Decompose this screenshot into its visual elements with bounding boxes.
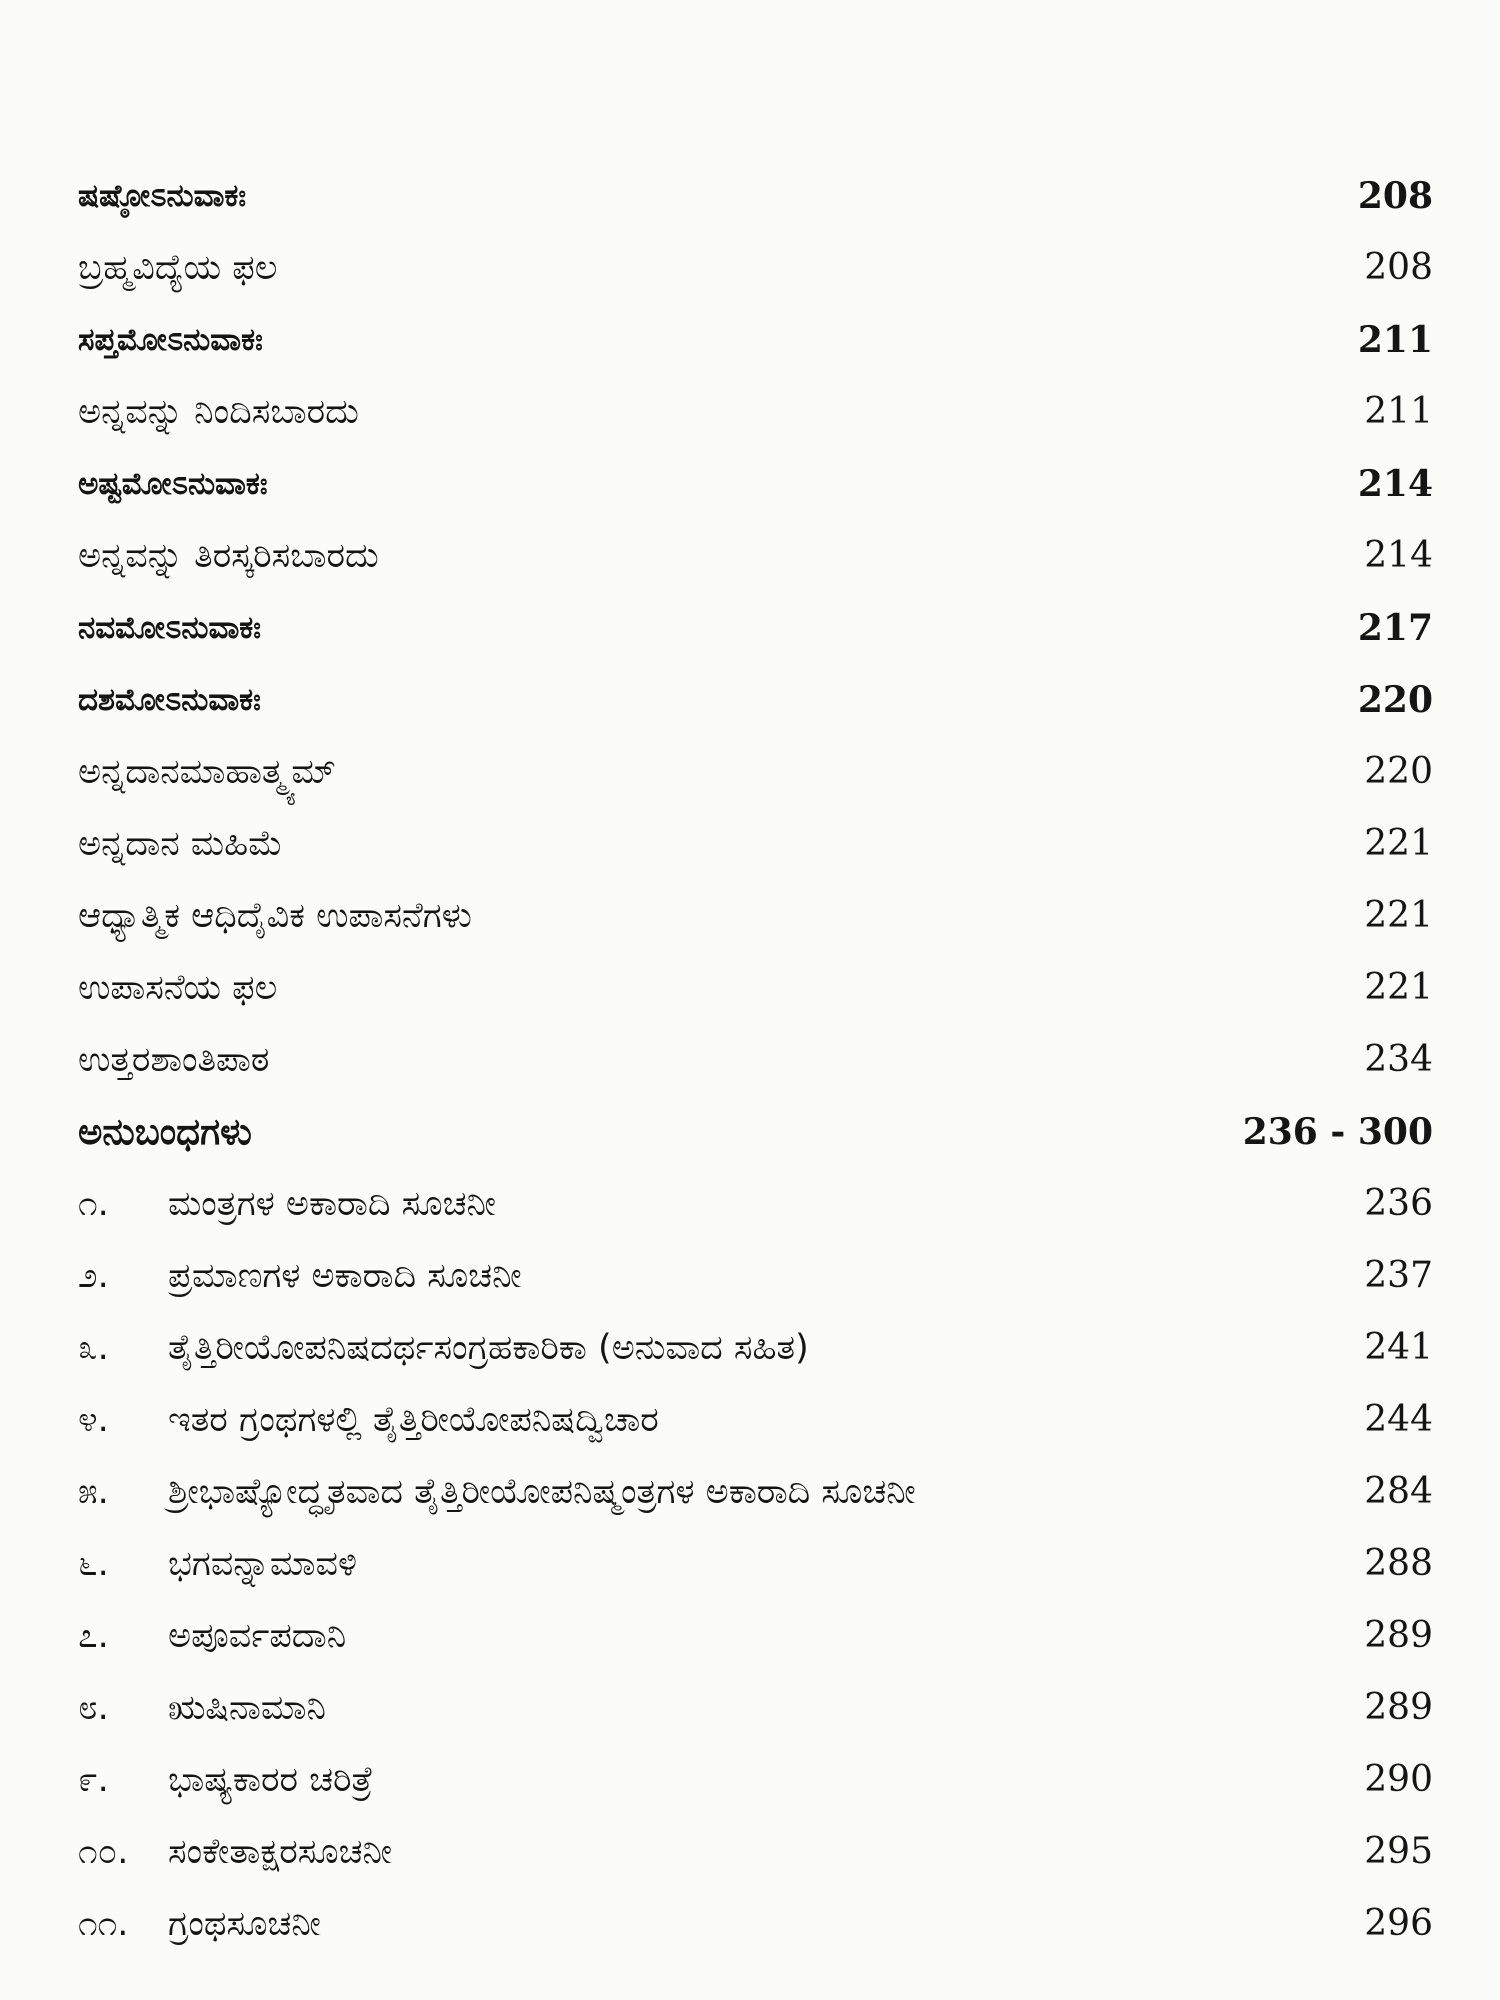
appendix-item-page: 289 <box>1364 1687 1433 1728</box>
toc-entry-page: 214 <box>1357 463 1433 505</box>
toc-entry-title: ಬ್ರಹ್ಮವಿದ್ಯೆಯ ಫಲ <box>78 248 278 288</box>
toc-entry-page: 208 <box>1357 175 1433 217</box>
appendix-item-title: ಮಂತ್ರಗಳ ಅಕಾರಾದಿ ಸೂಚನೀ <box>168 1184 497 1224</box>
toc-entry-saptamanuvaka <box>78 304 1433 376</box>
appendix-item <box>78 1312 1433 1384</box>
toc-entry-title: ಉಪಾಸನೆಯ ಫಲ <box>78 968 278 1008</box>
toc-entry-title: ಷಷ್ಠೋಽನುವಾಕಃ <box>78 178 247 214</box>
appendix-item-title: ಭಾಷ್ಯಕಾರರ ಚರಿತ್ರೆ <box>168 1760 373 1800</box>
appendix-item-title: ತೈತ್ತಿರೀಯೋಪನಿಷದರ್ಥಸಂಗ್ರಹಕಾರಿಕಾ (ಅನುವಾದ ಸಹಿತ) <box>168 1328 809 1368</box>
toc-entry-title: ಸಪ್ತಮೋಽನುವಾಕಃ <box>78 322 263 358</box>
toc-entry-navamanuvaka <box>78 592 1433 664</box>
appendix-item-text <box>78 1744 373 1816</box>
toc-entry-page: 208 <box>1364 247 1433 288</box>
toc-entry-title: ಅನ್ನದಾನ ಮಹಿಮೆ <box>78 824 283 864</box>
toc-entry-page: 220 <box>1364 751 1433 792</box>
appendix-item-page: 237 <box>1364 1255 1433 1296</box>
toc-entry-page: 217 <box>1357 607 1433 649</box>
appendix-item-title: ಋಷಿನಾಮಾನಿ <box>168 1688 326 1728</box>
appendix-item-number: ೭. <box>78 1616 109 1656</box>
appendix-item-title: ಅಪೂರ್ವಪದಾನಿ <box>168 1616 347 1656</box>
appendix-title: ಅನುಬಂಧಗಳು <box>78 1110 252 1153</box>
appendix-item-text <box>78 1600 346 1672</box>
appendix-page-range: 236 - 300 <box>1242 1111 1433 1153</box>
appendix-item-text <box>78 1888 321 1960</box>
appendix-item-text <box>78 1456 916 1528</box>
appendix-item-page: 236 <box>1364 1183 1433 1224</box>
toc-entry-page: 211 <box>1357 319 1433 361</box>
toc-entry <box>78 880 1433 952</box>
toc-entry <box>78 808 1433 880</box>
toc-entry-title: ಅಷ್ಟಮೋಽನುವಾಕಃ <box>78 466 268 502</box>
appendix-item <box>78 1456 1433 1528</box>
appendix-item <box>78 1240 1433 1312</box>
appendix-item-title: ಪ್ರಮಾಣಗಳ ಅಕಾರಾದಿ ಸೂಚನೀ <box>168 1256 522 1296</box>
toc-entry <box>78 952 1433 1024</box>
appendix-item-text <box>78 1816 392 1888</box>
toc-entry-title: ಅನ್ನವನ್ನು ತಿರಸ್ಕರಿಸಬಾರದು <box>78 536 379 576</box>
appendix-item-page: 289 <box>1364 1615 1433 1656</box>
toc-entry <box>78 1024 1433 1096</box>
appendix-item-number: ೧. <box>78 1184 109 1224</box>
appendix-item <box>78 1888 1433 1960</box>
appendix-item-title: ಶ್ರೀಭಾಷ್ಯೋದ್ಧೃತವಾದ ತೈತ್ತಿರೀಯೋಪನಿಷ್ಮಂತ್ರಗಳ ಅಕಾರಾದಿ ಸೂಚನೀ <box>168 1472 916 1512</box>
toc-entry-title: ದಶಮೋಽನುವಾಕಃ <box>78 682 261 718</box>
appendix-item-number: ೧೦. <box>78 1832 129 1872</box>
appendix-item-page: 288 <box>1364 1543 1433 1584</box>
appendix-item-page: 244 <box>1364 1399 1433 1440</box>
appendix-item-number: ೬. <box>78 1544 109 1584</box>
appendix-item <box>78 1600 1433 1672</box>
toc-entry <box>78 520 1433 592</box>
appendix-item-title: ಗ್ರಂಥಸೂಚನೀ <box>168 1904 321 1944</box>
toc-entry-page: 220 <box>1357 679 1433 721</box>
toc-entry-dashamanuvaka <box>78 664 1433 736</box>
appendix-item-number: ೫. <box>78 1472 109 1512</box>
appendix-heading <box>78 1096 1433 1168</box>
appendix-item-page: 284 <box>1364 1471 1433 1512</box>
toc-entry-page: 211 <box>1364 391 1433 432</box>
appendix-item-page: 241 <box>1364 1327 1433 1368</box>
appendix-item-text <box>78 1672 326 1744</box>
toc-entry-title: ಅನ್ನವನ್ನು ನಿಂದಿಸಬಾರದು <box>78 392 359 432</box>
appendix-item-text <box>78 1384 659 1456</box>
appendix-item-number: ೮. <box>78 1688 109 1728</box>
toc-entry-ashtamanuvaka <box>78 448 1433 520</box>
appendix-item <box>78 1816 1433 1888</box>
toc-entry <box>78 376 1433 448</box>
appendix-item-number: ೯. <box>78 1760 109 1800</box>
table-of-contents <box>78 160 1433 1960</box>
appendix-item-number: ೩. <box>78 1328 109 1368</box>
toc-entry <box>78 736 1433 808</box>
toc-entry-page: 234 <box>1364 1039 1433 1080</box>
appendix-item-page: 295 <box>1364 1831 1433 1872</box>
toc-entry-page: 214 <box>1364 535 1433 576</box>
appendix-item-title: ಇತರ ಗ್ರಂಥಗಳಲ್ಲಿ ತೈತ್ತಿರೀಯೋಪನಿಷದ್ವಿಚಾರ <box>168 1400 659 1440</box>
appendix-item-text <box>78 1528 357 1600</box>
toc-entry-title: ನವಮೋಽನುವಾಕಃ <box>78 610 261 646</box>
appendix-item-page: 290 <box>1364 1759 1433 1800</box>
appendix-item-number: ೪. <box>78 1400 109 1440</box>
toc-entry-title: ಅನ್ನದಾನಮಾಹಾತ್ಮ್ಯಮ್ <box>78 752 337 792</box>
appendix-item <box>78 1744 1433 1816</box>
appendix-item-text <box>78 1168 496 1240</box>
toc-entry-title: ಆಧ್ಯಾತ್ಮಿಕ ಆಧಿದೈವಿಕ ಉಪಾಸನೆಗಳು <box>78 896 472 936</box>
appendix-item-title: ಭಗವನ್ನಾಮಾವಳಿ <box>168 1544 358 1584</box>
appendix-item-title: ಸಂಕೇತಾಕ್ಷರಸೂಚನೀ <box>168 1832 393 1872</box>
appendix-item-number: ೨. <box>78 1256 109 1296</box>
toc-entry-title: ಉತ್ತರಶಾಂತಿಪಾಠ <box>78 1040 270 1080</box>
appendix-item <box>78 1672 1433 1744</box>
appendix-item-page: 296 <box>1364 1903 1433 1944</box>
appendix-item-text <box>78 1240 522 1312</box>
toc-entry <box>78 232 1433 304</box>
toc-entry-page: 221 <box>1364 895 1433 936</box>
appendix-item <box>78 1168 1433 1240</box>
appendix-item <box>78 1384 1433 1456</box>
appendix-item <box>78 1528 1433 1600</box>
appendix-item-number: ೧೧. <box>78 1904 129 1944</box>
toc-entry-shashthanuvaka <box>78 160 1433 232</box>
toc-entry-page: 221 <box>1364 967 1433 1008</box>
appendix-item-text <box>78 1312 809 1384</box>
toc-entry-page: 221 <box>1364 823 1433 864</box>
